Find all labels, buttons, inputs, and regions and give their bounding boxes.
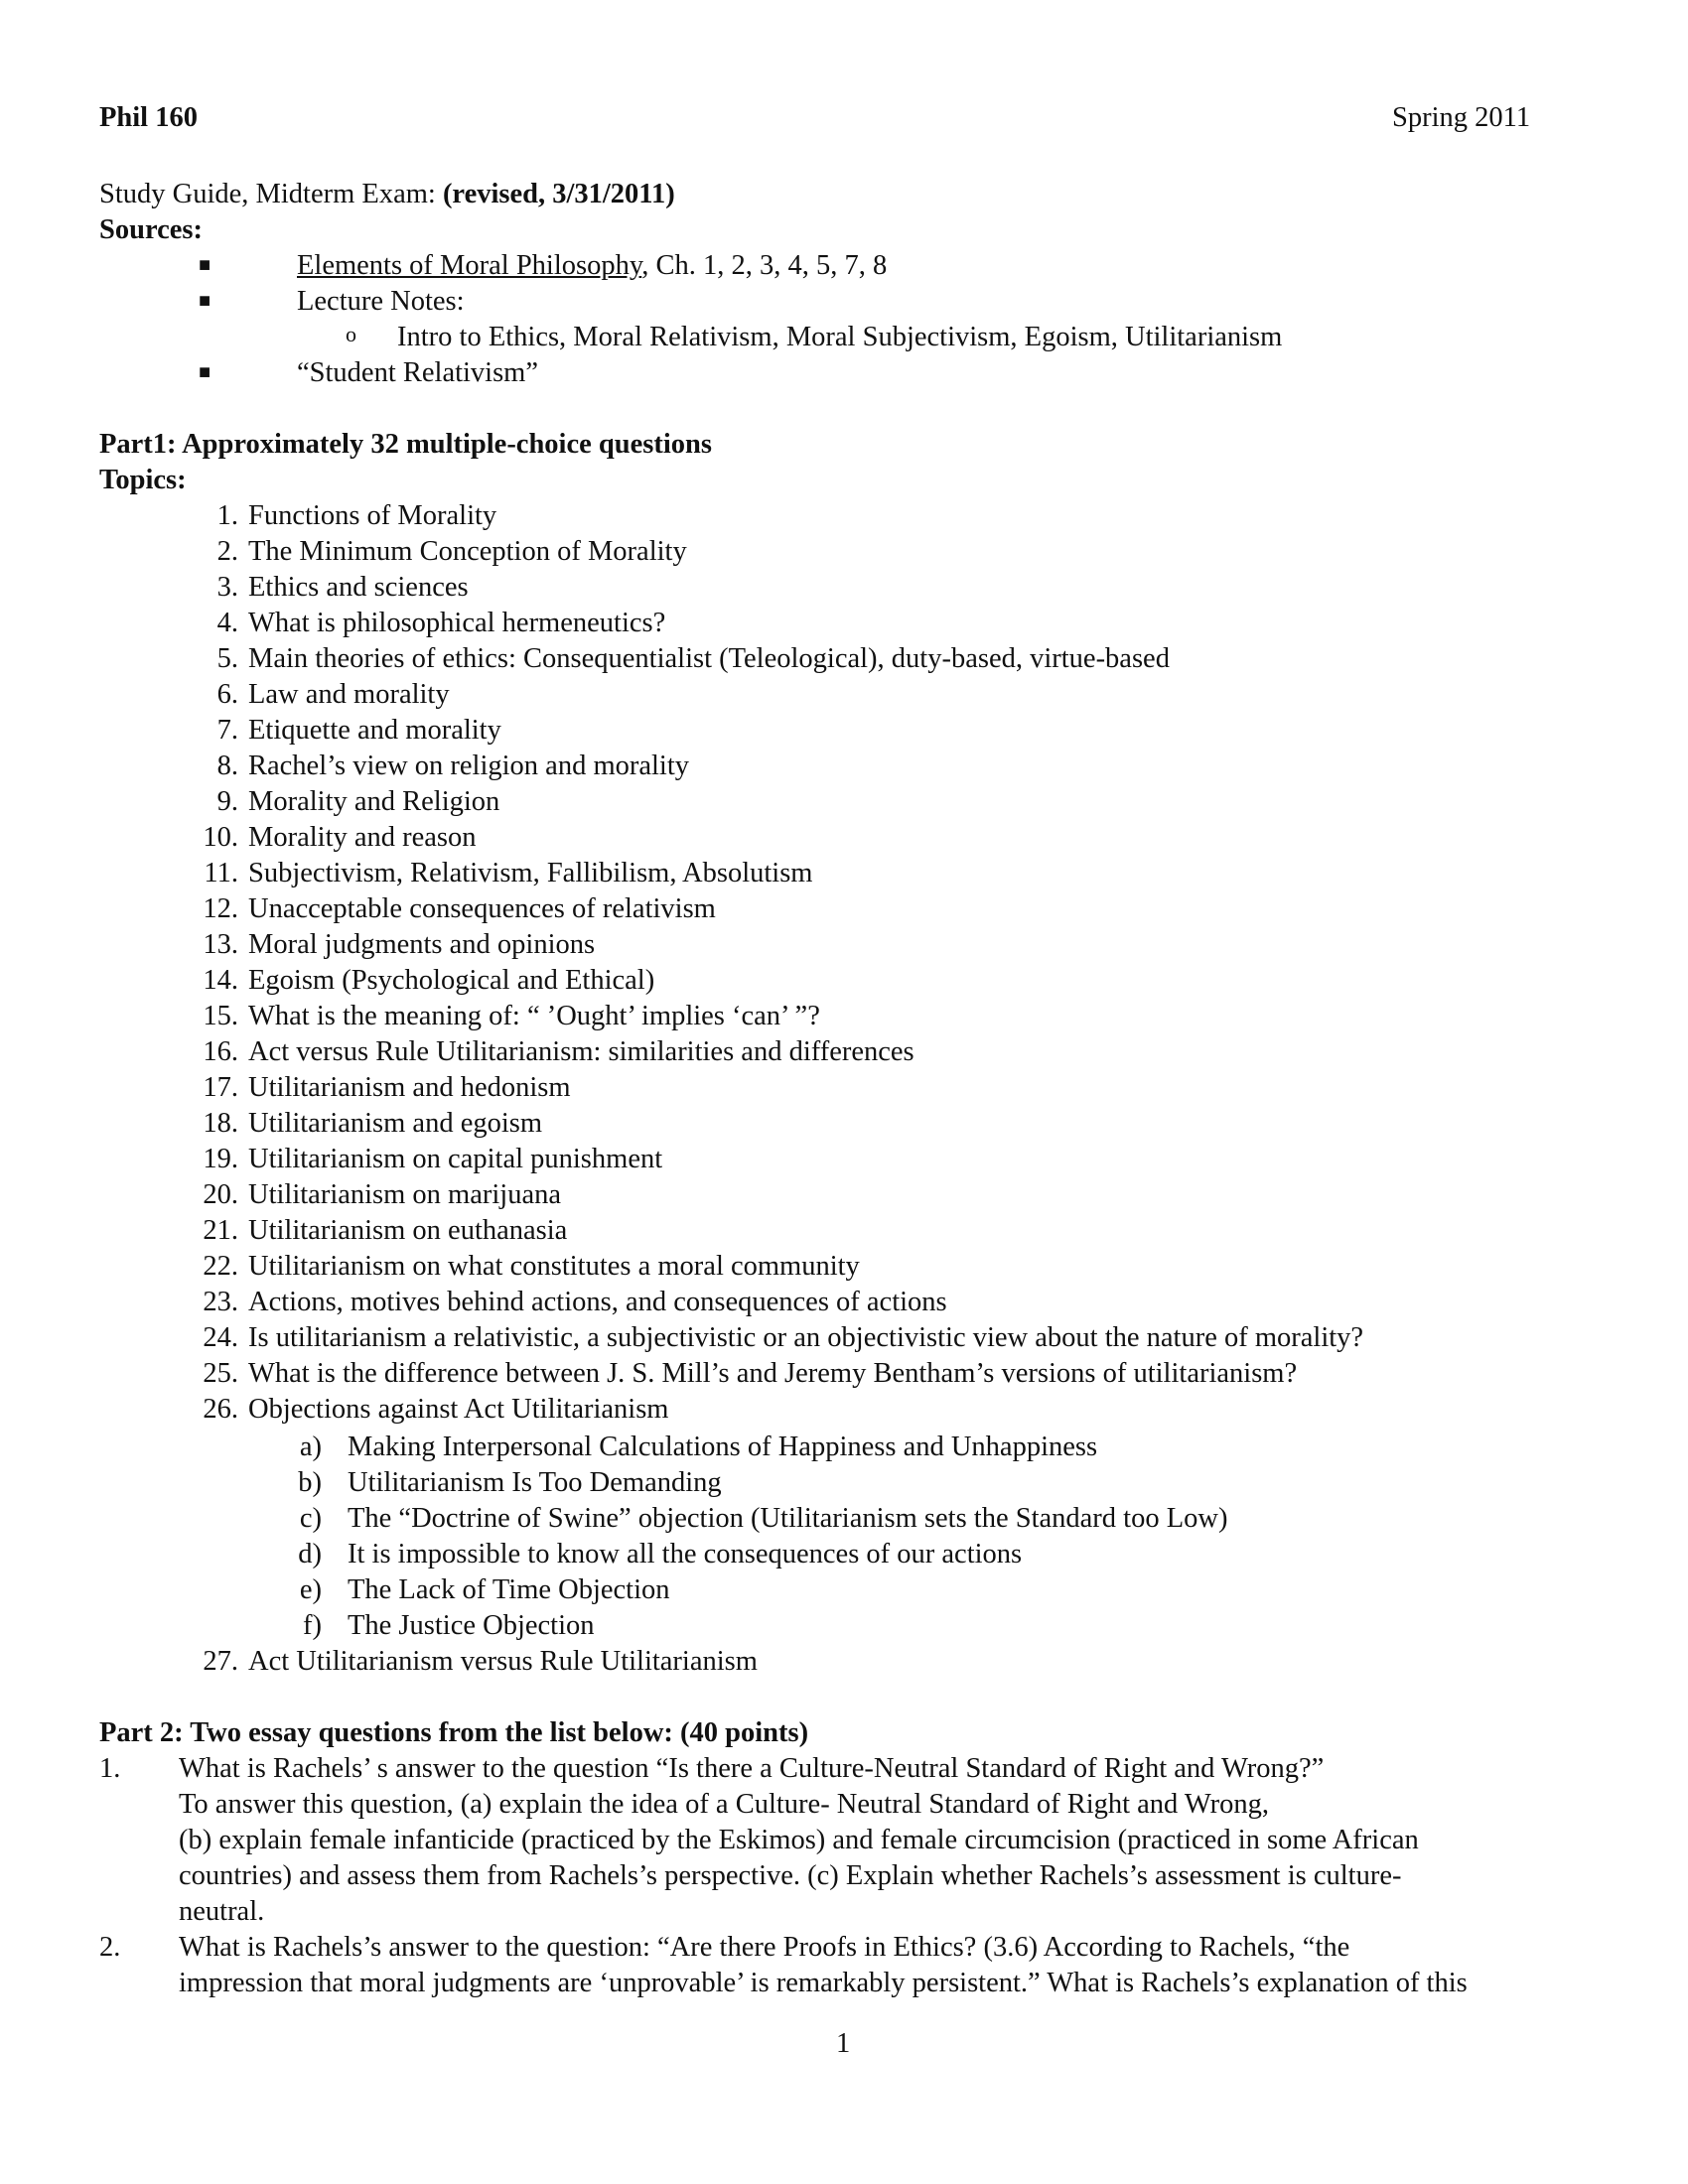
topic-text: Act versus Rule Utilitarianism: similarities and differences (248, 1036, 914, 1067)
topic-text: Actions, motives behind actions, and consequences of actions (248, 1287, 947, 1317)
topic-text: Law and morality (248, 679, 450, 710)
topic-text: Act Utilitarianism versus Rule Utilitarianism (248, 1646, 758, 1677)
topic-number: 27. (203, 1646, 238, 1677)
topic-item (0, 824, 1688, 856)
topic-item (0, 967, 1688, 999)
objection-item (0, 1469, 1688, 1501)
topic-text: Morality and reason (248, 822, 477, 853)
topic-text: Moral judgments and opinions (248, 929, 596, 960)
topic-text: What is philosophical hermeneutics? (248, 608, 666, 638)
topic-text: Utilitarianism on capital punishment (248, 1144, 663, 1174)
topic-text: Objections against Act Utilitarianism (248, 1394, 669, 1425)
revised-note: (revised, 3/31/2011) (442, 179, 675, 209)
topic-number: 22. (203, 1251, 238, 1282)
topic-text: What is the difference between J. S. Mill’s and Jeremy Bentham’s versions of utilitarianism? (248, 1358, 1298, 1389)
topic-item (0, 645, 1688, 677)
topic-item (0, 1110, 1688, 1142)
source-item-student-relativism: “Student Relativism” (297, 357, 539, 388)
topic-text: Utilitarianism on euthanasia (248, 1215, 568, 1246)
topic-text: The Minimum Conception of Morality (248, 536, 687, 567)
topic-item (0, 931, 1688, 963)
objection-item (0, 1612, 1688, 1644)
topic-number: 14. (203, 965, 238, 996)
topic-item-27 (0, 1648, 1688, 1680)
topic-item (0, 1146, 1688, 1177)
topic-item (0, 610, 1688, 641)
objection-item (0, 1433, 1688, 1465)
topic-item (0, 895, 1688, 927)
essay-question-line: What is Rachels’s answer to the question: “Are there Proofs in Ethics? (3.6) According to Rachels, “the (179, 1932, 1350, 1963)
topic-item (0, 1003, 1688, 1034)
topic-item (0, 788, 1688, 820)
objection-item (0, 1576, 1688, 1608)
essay-question-number: 1. (99, 1753, 121, 1784)
study-guide-label: Study Guide, Midterm Exam: (99, 179, 436, 209)
objection-text: The Justice Objection (348, 1610, 595, 1641)
term: Spring 2011 (1392, 102, 1531, 133)
objection-letter: a) (299, 1432, 322, 1462)
study-guide-title (99, 181, 675, 209)
topic-item (0, 1074, 1688, 1106)
topic-number: 19. (203, 1144, 238, 1174)
topic-number: 3. (216, 572, 238, 603)
objection-item (0, 1541, 1688, 1572)
topic-number: 26. (203, 1394, 238, 1425)
objection-letter: b) (298, 1467, 322, 1498)
bullet-icon: ■ (199, 290, 211, 312)
topic-text: Functions of Morality (248, 500, 497, 531)
topic-item (0, 502, 1688, 534)
topic-number: 4. (216, 608, 238, 638)
objection-letter: c) (299, 1503, 322, 1534)
topic-number: 18. (203, 1108, 238, 1139)
essay-question-line: impression that moral judgments are ‘unprovable’ is remarkably persistent.” What is Rachels’s explanation of this (179, 1968, 1468, 1998)
topic-item (0, 1253, 1688, 1285)
topic-number: 11. (204, 858, 238, 888)
topic-text: Utilitarianism and egoism (248, 1108, 543, 1139)
topic-text: Utilitarianism on what constitutes a moral community (248, 1251, 860, 1282)
topic-text: Utilitarianism on marijuana (248, 1179, 562, 1210)
objection-text: The “Doctrine of Swine” objection (Utilitarianism sets the Standard too Low) (348, 1503, 1228, 1534)
topic-number: 5. (216, 643, 238, 674)
bullet-icon: ■ (199, 254, 211, 276)
topic-number: 6. (216, 679, 238, 710)
topic-item (0, 574, 1688, 606)
topic-number: 25. (203, 1358, 238, 1389)
topic-item (0, 1217, 1688, 1249)
essay-question-line: countries) and assess them from Rachels’s perspective. (c) Explain whether Rachels’s assessment is culture- (179, 1860, 1402, 1891)
topic-number: 8. (216, 751, 238, 781)
topic-item (0, 1038, 1688, 1070)
topic-number: 17. (203, 1072, 238, 1103)
topic-text: Etiquette and morality (248, 715, 501, 746)
course-code: Phil 160 (99, 102, 198, 133)
topic-number: 12. (203, 893, 238, 924)
source-item-lecture-notes: Lecture Notes: (297, 286, 465, 317)
topic-item (0, 681, 1688, 713)
topic-number: 21. (203, 1215, 238, 1246)
objection-text: Utilitarianism Is Too Demanding (348, 1467, 722, 1498)
topic-item (0, 752, 1688, 784)
topic-number: 1. (216, 500, 238, 531)
textbook-chapters: , Ch. 1, 2, 3, 4, 5, 7, 8 (641, 250, 888, 281)
page-number: 1 (836, 2028, 851, 2059)
topic-number: 13. (203, 929, 238, 960)
objection-item (0, 1505, 1688, 1537)
topics-label: Topics: (99, 465, 187, 495)
topic-item (0, 1289, 1688, 1320)
topic-item (0, 1360, 1688, 1392)
essay-question-number: 2. (99, 1932, 121, 1963)
topic-item (0, 717, 1688, 749)
topic-number: 16. (203, 1036, 238, 1067)
topic-number: 24. (203, 1322, 238, 1353)
objection-letter: e) (299, 1574, 322, 1605)
topic-text: Main theories of ethics: Consequentialist (Teleological), duty-based, virtue-based (248, 643, 1170, 674)
topic-text: Egoism (Psychological and Ethical) (248, 965, 655, 996)
topic-text: Is utilitarianism a relativistic, a subjectivistic or an objectivistic view about the nature of morality? (248, 1322, 1364, 1353)
part2-heading: Part 2: Two essay questions from the list below: (40 points) (99, 1717, 809, 1748)
topic-text: Rachel’s view on religion and morality (248, 751, 690, 781)
essay-question-line: What is Rachels’ s answer to the question “Is there a Culture-Neutral Standard of Right and Wrong?” (179, 1753, 1325, 1784)
bullet-icon: ■ (199, 361, 211, 383)
essay-question-line: (b) explain female infanticide (practiced by the Eskimos) and female circumcision (practiced in some African (179, 1825, 1419, 1855)
topic-text: Ethics and sciences (248, 572, 469, 603)
topic-item (0, 860, 1688, 891)
objection-letter: f) (303, 1610, 322, 1641)
topic-number: 7. (216, 715, 238, 746)
objection-text: It is impossible to know all the consequences of our actions (348, 1539, 1023, 1570)
topic-text: Morality and Religion (248, 786, 500, 817)
topic-text: Unacceptable consequences of relativism (248, 893, 716, 924)
topic-number: 2. (216, 536, 238, 567)
topic-number: 15. (203, 1001, 238, 1031)
topic-number: 20. (203, 1179, 238, 1210)
topic-number: 23. (203, 1287, 238, 1317)
objection-text: Making Interpersonal Calculations of Happiness and Unhappiness (348, 1432, 1098, 1462)
part1-heading: Part1: Approximately 32 multiple-choice questions (99, 429, 712, 460)
essay-question-line: To answer this question, (a) explain the idea of a Culture- Neutral Standard of Right and Wrong, (179, 1789, 1270, 1820)
objection-letter: d) (298, 1539, 322, 1570)
objection-text: The Lack of Time Objection (348, 1574, 670, 1605)
textbook-title: Elements of Moral Philosophy (297, 250, 642, 281)
lecture-notes-topics: Intro to Ethics, Moral Relativism, Moral Subjectivism, Egoism, Utilitarianism (397, 322, 1283, 352)
topic-text: Subjectivism, Relativism, Fallibilism, Absolutism (248, 858, 813, 888)
sources-label: Sources: (99, 214, 203, 245)
essay-question-line: neutral. (179, 1896, 265, 1927)
topic-text: What is the meaning of: “ ’Ought’ implies ‘can’ ”? (248, 1001, 820, 1031)
topic-text: Utilitarianism and hedonism (248, 1072, 571, 1103)
topic-number: 10. (203, 822, 238, 853)
topic-item (0, 538, 1688, 570)
topic-item (0, 1324, 1688, 1356)
circle-bullet-icon: o (346, 322, 356, 346)
source-item-textbook (297, 252, 887, 281)
topic-number: 9. (216, 786, 238, 817)
topic-item (0, 1181, 1688, 1213)
topic-item (0, 1396, 1688, 1428)
